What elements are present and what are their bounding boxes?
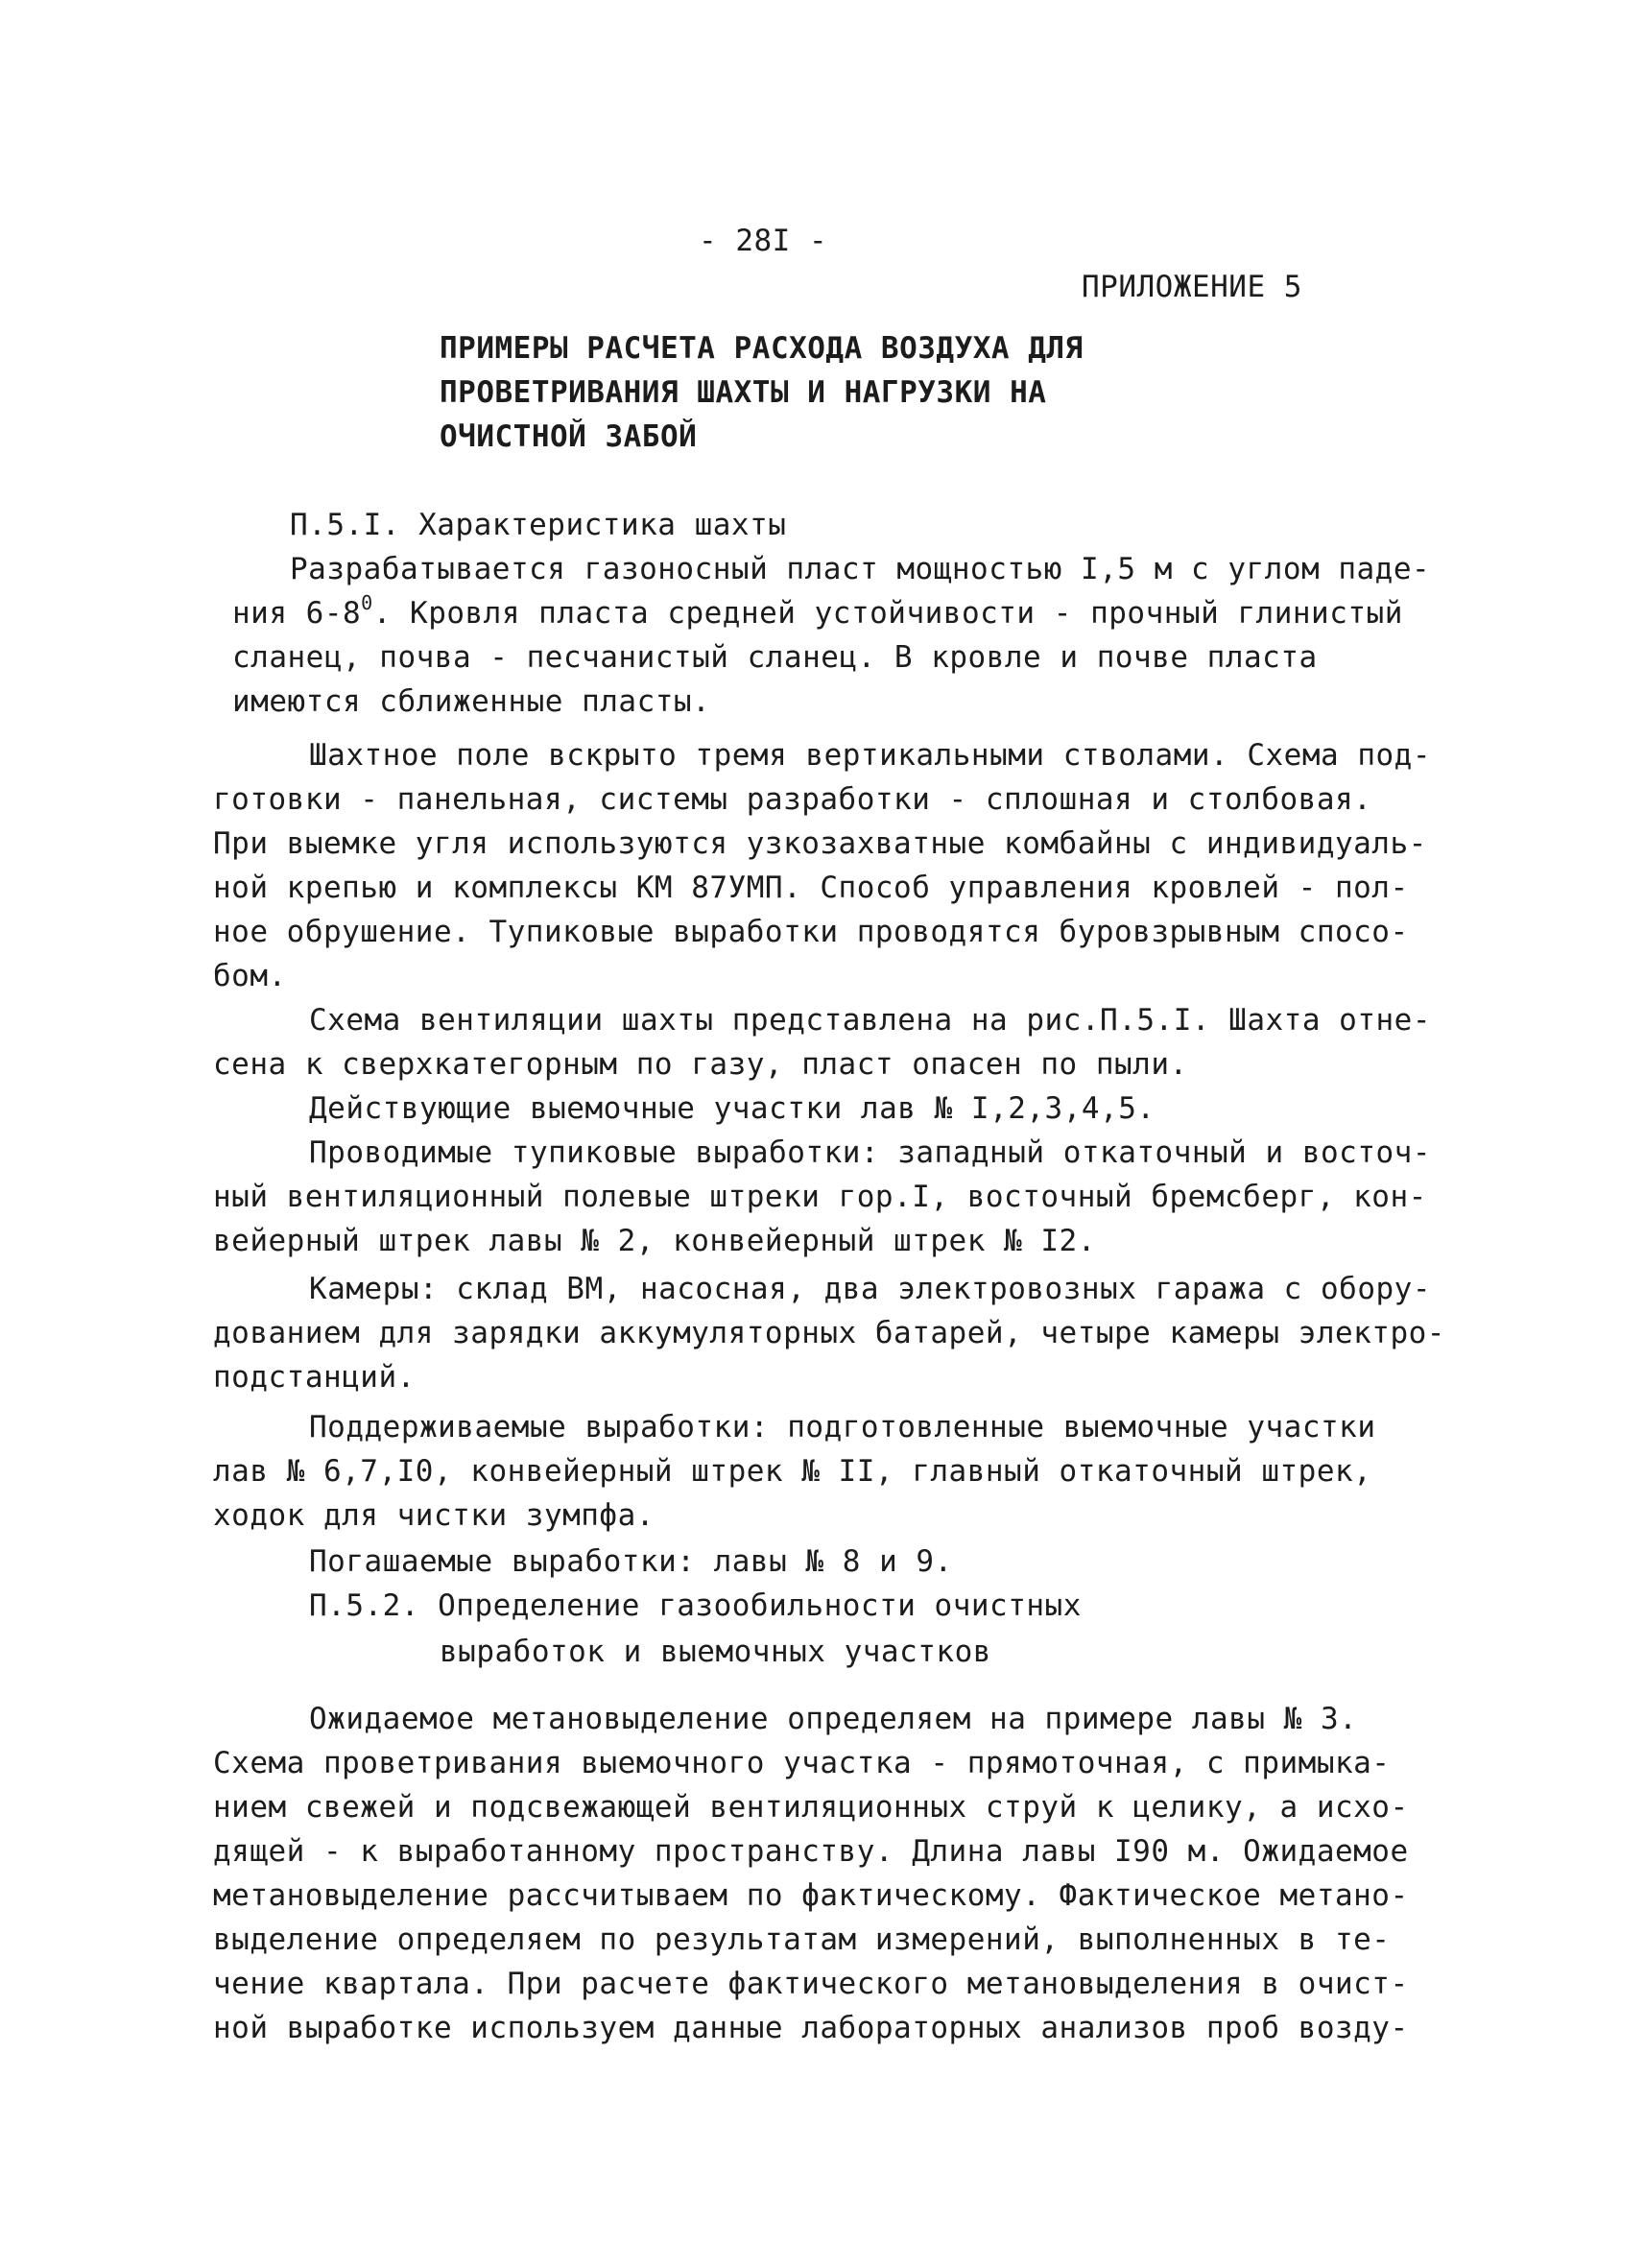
paragraph-line: нием свежей и подсвежающей вентиляционных струй к целику, а исхо-	[213, 1790, 1409, 1825]
paragraph-line: готовки - панельная, системы разработки - сплошная и столбовая.	[213, 782, 1372, 817]
document-title-line: ОЧИСТНОЙ ЗАБОЙ	[440, 419, 698, 454]
section-heading: П.5.I. Характеристика шахты	[290, 508, 787, 542]
paragraph-line: ный вентиляционный полевые штреки гор.I, восточный бремсберг, кон-	[213, 1180, 1427, 1214]
paragraph-line: Проводимые тупиковые выработки: западный откаточный и восточ-	[309, 1135, 1431, 1170]
paragraph-line: Камеры: склад ВМ, насосная, два электровозных гаража с обору-	[309, 1272, 1431, 1306]
text-segment: ния 6-8	[232, 596, 362, 631]
paragraph-line: метановыделение рассчитываем по фактическому. Фактическое метано-	[213, 1878, 1409, 1913]
paragraph-line: Ожидаемое метановыделение определяем на примере лавы № 3.	[309, 1702, 1358, 1736]
paragraph-line: имеются сближенные пласты.	[232, 684, 711, 719]
text-segment: . Кровля пласта средней устойчивости - прочный глинистый	[372, 596, 1403, 631]
paragraph-line: Поддерживаемые выработки: подготовленные выемочные участки	[309, 1410, 1376, 1444]
appendix-label: ПРИЛОЖЕНИЕ 5	[1082, 270, 1302, 304]
document-title-line: ПРИМЕРЫ РАСЧЕТА РАСХОДА ВОЗДУХА ДЛЯ	[440, 331, 1084, 366]
paragraph-line: сена к сверхкатегорным по газу, пласт опасен по пыли.	[213, 1047, 1188, 1082]
degree-superscript: 0	[361, 591, 373, 614]
paragraph-line: дованием для зарядки аккумуляторных батарей, четыре камеры электро-	[213, 1316, 1445, 1350]
paragraph-line: вейерный штрек лавы № 2, конвейерный штрек № I2.	[213, 1224, 1096, 1258]
paragraph-line: лав № 6,7,I0, конвейерный штрек № II, главный откаточный штрек,	[213, 1454, 1372, 1489]
paragraph-line: Разрабатывается газоносный пласт мощностью I,5 м с углом паде-	[290, 552, 1431, 586]
page-number: - 28I -	[699, 224, 828, 258]
paragraph-line: ходок для чистки зумпфа.	[213, 1498, 655, 1533]
paragraph-line: Шахтное поле вскрыто тремя вертикальными стволами. Схема под-	[309, 738, 1431, 773]
paragraph-line: выделение определяем по результатам измерений, выполненных в те-	[213, 1922, 1391, 1957]
document-title-line: ПРОВЕТРИВАНИЯ ШАХТЫ И НАГРУЗКИ НА	[440, 375, 1047, 410]
paragraph-line: ной крепью и комплексы КМ 87УМП. Способ управления кровлей - пол-	[213, 871, 1409, 905]
paragraph-line: сланец, почва - песчанистый сланец. В кровле и почве пласта	[232, 640, 1318, 675]
paragraph-line: бом.	[213, 959, 287, 993]
paragraph-line: чение квартала. При расчете фактического метановыделения в очист-	[213, 1967, 1409, 2001]
section-heading: П.5.2. Определение газообильности очистных	[309, 1588, 1082, 1623]
paragraph-line: Погашаемые выработки: лавы № 8 и 9.	[309, 1544, 953, 1579]
paragraph-line: При выемке угля используются узкозахватные комбайны с индивидуаль-	[213, 826, 1427, 861]
paragraph-line: Схема вентиляции шахты представлена на рис.П.5.I. Шахта отне-	[309, 1003, 1431, 1038]
paragraph-line: Действующие выемочные участки лав № I,2,3,4,5.	[309, 1091, 1156, 1126]
paragraph-line	[232, 591, 1403, 635]
section-heading: выработок и выемочных участков	[440, 1635, 991, 1669]
paragraph-line: Схема проветривания выемочного участка - прямоточная, с примыка-	[213, 1746, 1391, 1780]
paragraph-line: ной выработке используем данные лабораторных анализов проб возду-	[213, 2011, 1409, 2045]
paragraph-line: дящей - к выработанному пространству. Длина лавы I90 м. Ожидаемое	[213, 1834, 1409, 1869]
paragraph-line: ное обрушение. Тупиковые выработки проводятся буровзрывным спосо-	[213, 915, 1409, 949]
paragraph-line: подстанций.	[213, 1360, 416, 1395]
